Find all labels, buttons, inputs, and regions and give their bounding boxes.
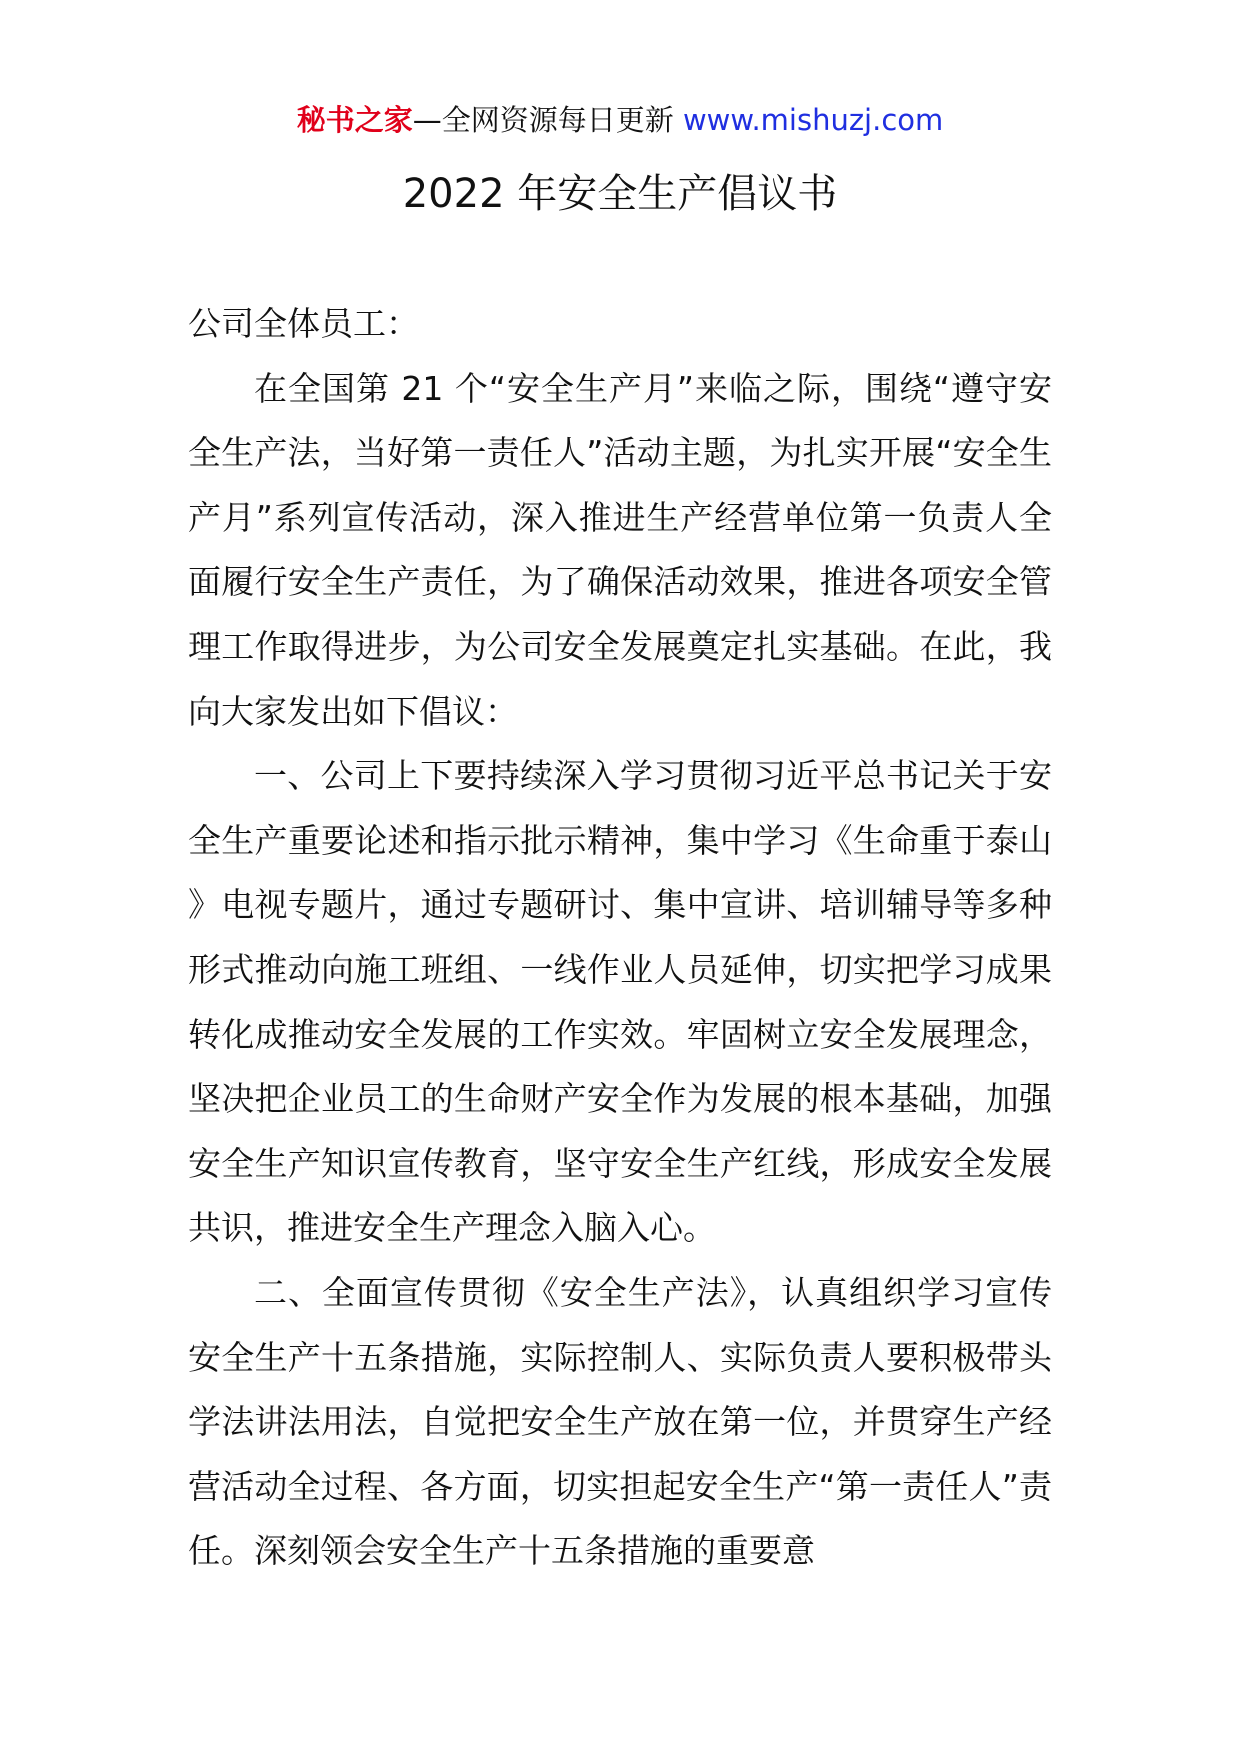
paragraph-intro: 在全国第 21 个“安全生产月”来临之际，围绕“遵守安全生产法，当好第一责任人”活动主题，为扎实开展“安全生产月”系列宣传活动，深入推进生产经营单位第一负责人全面履行安全生产责任，为了确保活动效果，推进各项安全管理工作取得进步，为公司安全发展奠定扎实基础。在此，我向大家发出如下倡议： [188, 368, 1052, 731]
salutation: 公司全体员工： [188, 304, 419, 343]
document-title: 2022 年安全生产倡议书 [402, 171, 838, 217]
paragraph-item-1: 一、公司上下要持续深入学习贯彻习近平总书记关于安全生产重要论述和指示批示精神，集中学习《生命重于泰山》电视专题片，通过专题研讨、集中宣讲、培训辅导等多种形式推动向施工班组、一线作业人员延伸，切实把学习成果转化成推动安全发展的工作实效。牢固树立安全发展理念，坚决把企业员工的生命财产安全作为发展的根本基础，加强安全生产知识宣传教育，坚守安全生产红线，形成安全发展共识，推进安全生产理念入脑入心。 [188, 756, 1052, 1248]
site-header [0, 100, 1240, 140]
paragraph-item-2: 二、全面宣传贯彻《安全生产法》，认真组织学习宣传安全生产十五条措施，实际控制人、实际负责人要积极带头学法讲法用法，自觉把安全生产放在第一位，并贯穿生产经营活动全过程、各方面，切实担起安全生产“第一责任人”责任。深刻领会安全生产十五条措施的重要意 [188, 1272, 1052, 1571]
header-tagline: —全网资源每日更新 [412, 103, 683, 137]
document-body [188, 292, 1052, 1584]
brand-name: 秘书之家 [296, 103, 413, 137]
website-url[interactable]: www.mishuzj.com [682, 103, 944, 137]
